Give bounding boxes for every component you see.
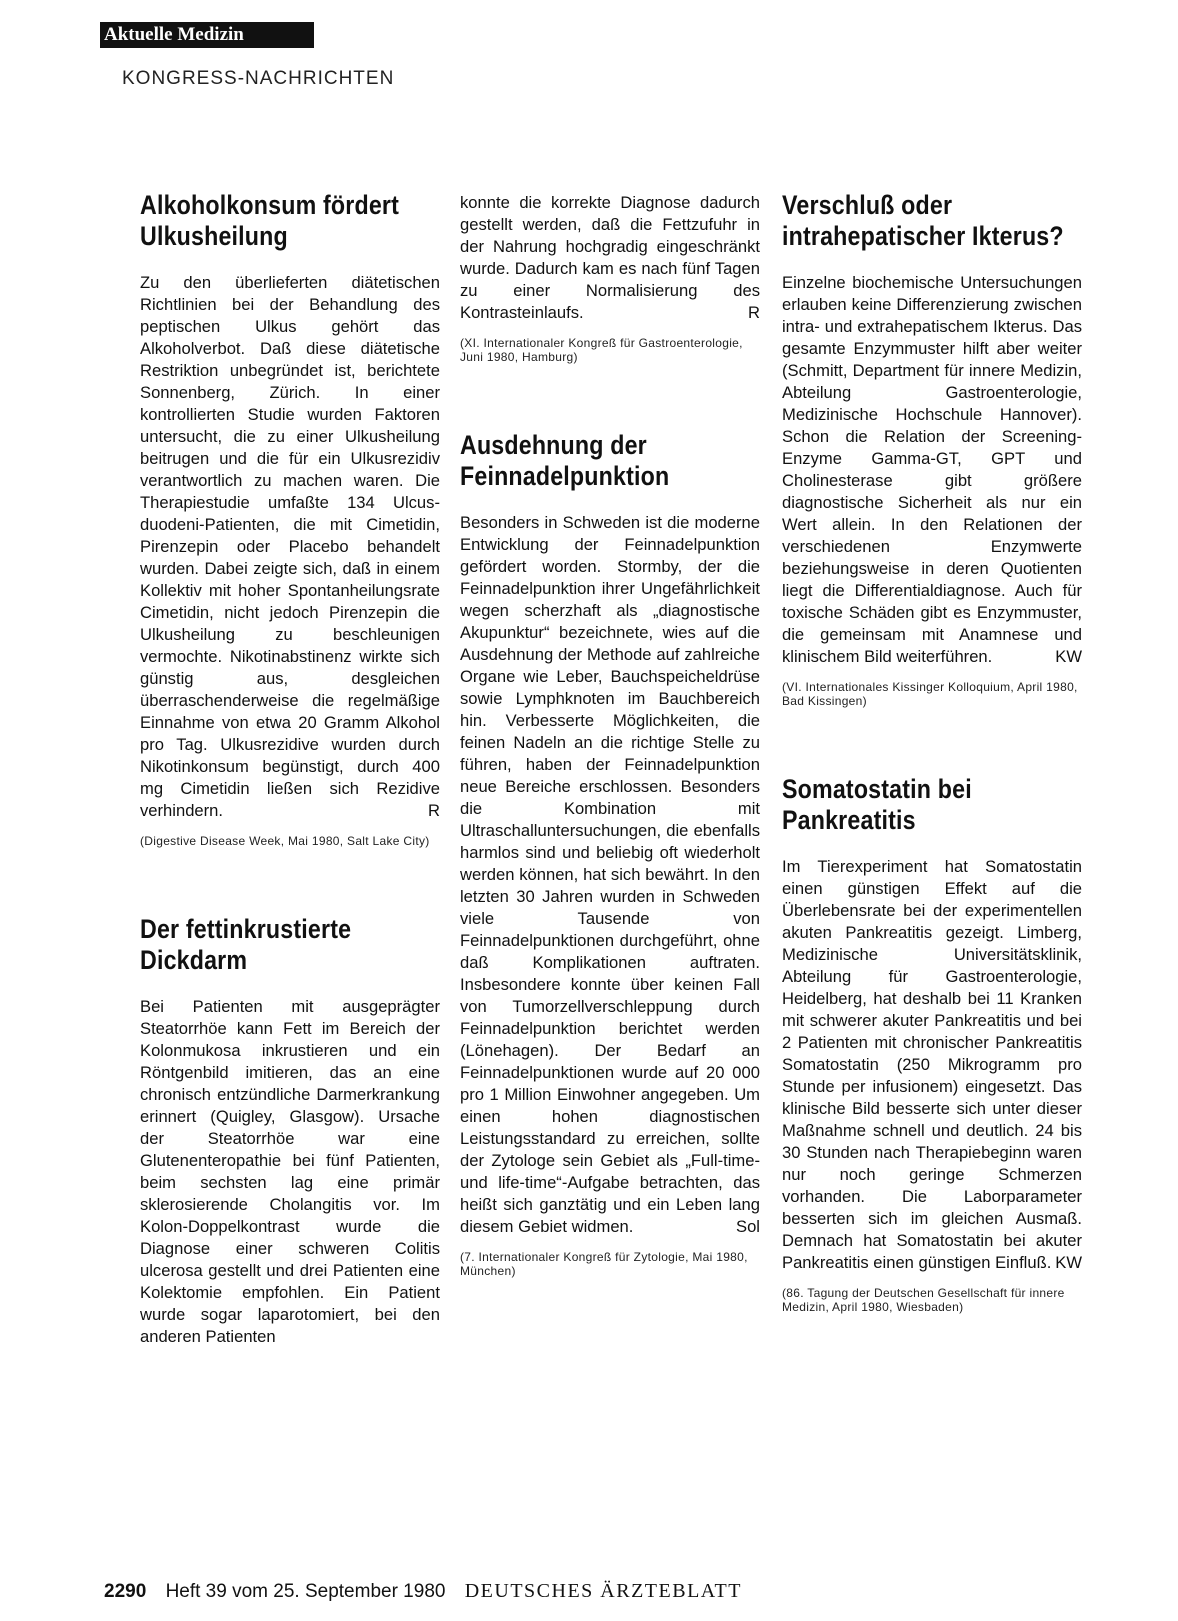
- article-body: [140, 272, 440, 822]
- kicker: KONGRESS-NACHRICHTEN: [122, 68, 395, 89]
- article-title: Verschluß oder intrahepatischer Ikterus?: [782, 190, 1064, 251]
- column-2: [460, 192, 760, 1278]
- article-ikterus: [782, 190, 1082, 708]
- article-feinnadelpunktion: [460, 430, 760, 1278]
- article-author: KW: [1055, 647, 1082, 666]
- issue-info: Heft 39 vom 25. September 1980: [165, 1581, 446, 1602]
- journal-name: DEUTSCHES ÄRZTEBLATT: [464, 1580, 742, 1602]
- article-title: Somatostatin bei Pankreatitis: [782, 774, 972, 835]
- article-body-text: konnte die korrekte Diagnose dadurch gestellt werden, daß die Fettzufuhr in der Nahrung hochgradig eingeschränkt wurde. Dadurch kam es nach fünf Tagen zu einer Normalisierung des Kontrasteinlaufs.: [460, 193, 760, 322]
- article-dickdarm: [140, 914, 440, 1348]
- article-body-text: Im Tierexperiment hat Somatostatin einen günstigen Effekt auf die Überlebensrate bei der experimentellen akuten Pankreatitis gezeigt. Limberg, Medizinische Universitätsklinik, Abteilung für Gastroenterologie, Heidelberg, hat deshalb bei 11 Kranken mit schwerer akuter Pankreatitis und bei 2 Patienten mit chronischer Pankreatitis Somatostatin (250 Mikrogramm pro Stunde per infusionem) eingesetzt. Das klinische Bild besserte sich unter dieser Maßnahme schnell und deutlich. 24 bis 30 Stunden nach Therapiebeginn waren nur noch geringe Schmerzen vorhanden. Die Laborparameter besserten sich im gleichen Ausmaß. Demnach hat Somatostatin bei akuter Pankreatitis einen günstigen Einfluß.: [782, 857, 1082, 1272]
- article-body: [782, 856, 1082, 1274]
- article-source: (XI. Internationaler Kongreß für Gastroenterologie, Juni 1980, Hamburg): [460, 336, 743, 364]
- article-body-continued: [460, 192, 760, 324]
- article-body: Bei Patienten mit ausgeprägter Steatorrhöe kann Fett im Bereich der Kolonmukosa inkrustieren und ein Röntgenbild imitieren, das an eine chronisch entzündliche Darmerkrankung erinnert (Quigley, Glasgow). Ursache der Steatorrhöe war eine Glutenenteropathie bei fünf Patienten, beim sechsten lag eine primär sklerosierende Cholangitis vor. Im Kolon-Doppelkontrast wurde die Diagnose einer schweren Colitis ulcerosa gestellt und drei Patienten eine Kolektomie empfohlen. Ein Patient wurde sogar laparotomiert, bei den anderen Patienten: [140, 997, 440, 1346]
- article-title: Alkoholkonsum fördert Ulkusheilung: [140, 190, 400, 251]
- article-title: Ausdehnung der Feinnadelpunktion: [460, 430, 670, 491]
- article-author: Sol: [736, 1217, 760, 1236]
- article-author: R: [748, 303, 760, 322]
- article-body-text: Zu den überlieferten diätetischen Richtlinien bei der Behandlung des peptischen Ulkus gehört das Alkoholverbot. Daß diese diätetische Restriktion unbegründet ist, berichtete Sonnenberg, Zürich. In einer kontrollierten Studie wurden Faktoren untersucht, die zu einer Ulkusheilung beitrugen und die für ein Ulkusrezidiv verantwortlich zu machen waren. Die Therapiestudie umfaßte 134 Ulcus-duodeni-Patienten, die mit Cimetidin, Pirenzepin oder Placebo behandelt wurden. Dabei zeigte sich, daß in einem Kollektiv mit hoher Spontanheilungsrate Cimetidin, nicht jedoch Pirenzepin die Ulkusheilung zu beschleunigen vermochte. Nikotinabstinenz wirkte sich günstig aus, desgleichen überraschenderweise die regelmäßige Einnahme von etwa 20 Gramm Alkohol pro Tag. Ulkusrezidive wurden durch Nikotinkonsum begünstigt, durch 400 mg Cimetidin ließen sich Rezidive verhindern.: [140, 273, 440, 820]
- article-body: [782, 272, 1082, 668]
- article-source: (86. Tagung der Deutschen Gesellschaft für innere Medizin, April 1980, Wiesbaden): [782, 1286, 1065, 1314]
- article-source: (7. Internationaler Kongreß für Zytologie, Mai 1980, München): [460, 1250, 748, 1278]
- article-body-text: Besonders in Schweden ist die moderne Entwicklung der Feinnadelpunktion gefördert worden. Stormby, der die Feinnadelpunktion ihrer Ungefährlichkeit wegen scherzhaft als „diagnostische Akupunktur“ bezeichnete, wies auf die Ausdehnung der Methode auf zahlreiche Organe wie Leber, Bauchspeicheldrüse sowie Lymphknoten im Bauchbereich hin. Verbesserte Möglichkeiten, die feinen Nadeln an die richtige Stelle zu führen, haben der Feinnadelpunktion neue Bereiche erschlossen. Besonders die Kombination mit Ultraschalluntersuchungen, die ebenfalls harmlos sind und beliebig oft wiederholt werden können, hat sich bewährt. In den letzten 30 Jahren wurden in Schweden viele Tausende von Feinnadelpunktionen durchgeführt, ohne daß Komplikationen auftraten. Insbesondere konnte über keinen Fall von Tumorzellverschleppung durch Feinnadelpunktion berichtet werden (Lönehagen). Der Bedarf an Feinnadelpunktionen wurde auf 20 000 pro 1 Million Einwohner angegeben. Um einen hohen diagnostischen Leistungsstandard zu erreichen, sollte der Zytologe sein Gebiet als „Full-time- und life-time“-Aufgabe betrachten, das heißt sich ganztätig und ein Leben lang diesem Gebiet widmen.: [460, 513, 760, 1236]
- column-1: [140, 190, 440, 1348]
- article-alkoholkonsum: [140, 190, 440, 848]
- page-footer: [104, 1580, 742, 1603]
- article-source: (VI. Internationales Kissinger Kolloquium, April 1980, Bad Kissingen): [782, 680, 1078, 708]
- column-3: [782, 190, 1082, 1314]
- page-number: 2290: [104, 1581, 147, 1602]
- article-title: Der fettinkrustierte Dickdarm: [140, 914, 352, 975]
- article-somatostatin: [782, 774, 1082, 1314]
- article-body-text: Einzelne biochemische Untersuchungen erlauben keine Differenzierung zwischen intra- und extrahepatischem Ikterus. Das gesamte Enzymmuster hilft aber weiter (Schmitt, Department für innere Medizin, Abteilung Gastroenterologie, Medizinische Hochschule Hannover). Schon die Relation der Screening-Enzyme Gamma-GT, GPT und Cholinesterase gibt größere diagnostische Sicherheit als nur ein Wert allein. In den Relationen der verschiedenen Enzymwerte beziehungsweise in deren Quotienten liegt die Differentialdiagnose. Auch für toxische Schäden gibt es Enzymmuster, die gemeinsam mit Anamnese und klinischem Bild weiterführen.: [782, 273, 1082, 666]
- article-author: R: [428, 801, 440, 820]
- section-tag: Aktuelle Medizin: [100, 22, 314, 48]
- article-body: [460, 512, 760, 1238]
- article-author: KW: [1055, 1253, 1082, 1272]
- article-source: (Digestive Disease Week, Mai 1980, Salt Lake City): [140, 834, 430, 848]
